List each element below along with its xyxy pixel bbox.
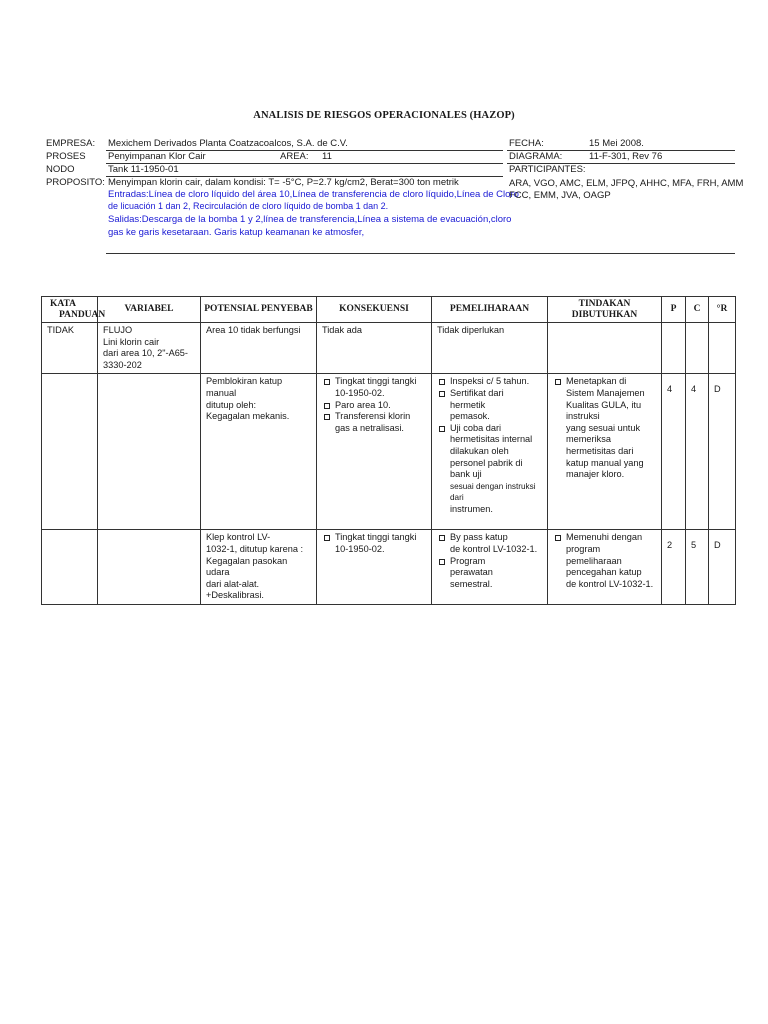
table-row (42, 530, 736, 605)
tindakan-line: program (566, 543, 601, 554)
header-kata-line1: KATA (50, 299, 77, 309)
cell-kata: TIDAK (42, 323, 98, 374)
table-row (42, 374, 736, 530)
fecha-value: 15 Mei 2008. (589, 138, 644, 149)
tindakan-line: Sistem Manajemen (566, 387, 645, 398)
proposito-salidas: Salidas:Descarga de la bomba 1 y 2,línea de transferencia,Línea a sistema de evacuación,cloro (108, 214, 512, 225)
cell-konsekuensi (317, 374, 432, 530)
proposito-entradas: Entradas:Línea de cloro líquido del área 10,Línea de transferencia de cloro líquido,Línea de Cloro (108, 189, 519, 200)
pemeliharaan-line: sesuai dengan instruksi dari (450, 481, 536, 503)
document-title: ANALISIS DE RIESGOS OPERACIONALES (HAZOP) (253, 110, 515, 121)
diagrama-label: DIAGRAMA: (509, 151, 563, 162)
pemeliharaan-line: dilakukan oleh (450, 445, 509, 456)
hazop-table (41, 296, 736, 605)
table-header-row (42, 297, 736, 323)
cell-pemeliharaan (432, 530, 548, 605)
header-tindakan-line2: DIBUTUHKAN (571, 309, 638, 320)
pemeliharaan-bullet: By pass katup (437, 532, 543, 544)
pemeliharaan-line: pemasok. (450, 411, 490, 422)
cell-variabel (98, 530, 201, 605)
potensial-line: Pemblokiran katup manual (206, 376, 283, 398)
konsekuensi-line: gas a netralisasi. (335, 422, 404, 433)
area-label: AREA: (280, 151, 309, 162)
header-potensial-penyebab: POTENSIAL PENYEBAB (201, 297, 317, 323)
potensial-line: dari alat-alat. (206, 578, 260, 589)
participantes-list: ARA, VGO, AMC, ELM, JFPQ, AHHC, MFA, FRH, AMM (509, 178, 744, 189)
proses-label: PROSES (46, 151, 86, 162)
variabel-line: FLUJO (103, 325, 133, 335)
pemeliharaan-line: personel pabrik di (450, 457, 523, 468)
pemeliharaan-line: semestral. (450, 578, 493, 589)
header-p: P (662, 297, 686, 323)
konsekuensi-bullet: Transferensi klorin (322, 411, 427, 423)
fecha-label: FECHA: (509, 138, 544, 149)
cell-konsekuensi (317, 530, 432, 605)
header-konsekuensi: KONSEKUENSI (317, 297, 432, 323)
cell-potensial (201, 530, 317, 605)
cell-kata (42, 530, 98, 605)
cell-c: 5 (686, 530, 709, 605)
header-tindakan-line1: TINDAKAN (578, 299, 631, 309)
tindakan-bullet: Memenuhi dengan (553, 532, 657, 544)
konsekuensi-bullet: Paro area 10. (322, 400, 427, 412)
header-kata-line2: PANDUAN (59, 309, 106, 320)
cell-c: 4 (686, 374, 709, 530)
konsekuensi-line: 10-1950-02. (335, 543, 385, 554)
cell-tindakan (548, 323, 662, 374)
header-r: °R (709, 297, 736, 323)
pemeliharaan-line: de kontrol LV-1032-1. (450, 543, 538, 554)
tindakan-line: katup manual yang (566, 457, 644, 468)
cell-p (662, 323, 686, 374)
tindakan-bullet: Menetapkan di (553, 376, 657, 388)
cell-p: 2 (662, 530, 686, 605)
tindakan-line: instruksi (566, 411, 600, 422)
nodo-value: Tank 11-1950-01 (108, 164, 179, 175)
cell-potensial (201, 374, 317, 530)
table-row (42, 323, 736, 374)
potensial-line: Kegagalan pasokan udara (206, 555, 288, 578)
tindakan-line: memeriksa (566, 434, 611, 445)
potensial-line: Klep kontrol LV- (206, 532, 271, 543)
proposito-text: Menyimpan klorin cair, dalam kondisi: T= -5°C, P=2.7 kg/cm2, Berat=300 ton metrik (108, 177, 459, 188)
pemeliharaan-line: perawatan (450, 567, 493, 578)
proposito-entradas-cont: de licuación 1 dan 2, Recirculación de cloro líquido de bomba 1 dan 2. (108, 201, 389, 211)
diagrama-value: 11-F-301, Rev 76 (589, 151, 663, 162)
pemeliharaan-bullet: Uji coba dari (437, 423, 543, 435)
tindakan-line: pemeliharaan (566, 555, 622, 566)
konsekuensi-bullet: Tingkat tinggi tangki (322, 376, 427, 388)
cell-potensial: Area 10 tidak berfungsi (201, 323, 317, 374)
cell-variabel (98, 323, 201, 374)
tindakan-line: manajer kloro. (566, 469, 625, 480)
cell-pemeliharaan (432, 374, 548, 530)
konsekuensi-line: 10-1950-02. (335, 387, 385, 398)
divider (106, 253, 735, 254)
cell-c (686, 323, 709, 374)
empresa-label: EMPRESA: (46, 138, 96, 149)
cell-tindakan (548, 374, 662, 530)
variabel-line: 3330-202 (103, 359, 142, 370)
tindakan-line: de kontrol LV-1032-1. (566, 578, 654, 589)
pemeliharaan-line: hermetisitas internal (450, 434, 533, 445)
pemeliharaan-bullet: Sertifikat dari (437, 388, 543, 400)
cell-tindakan (548, 530, 662, 605)
empresa-value: Mexichem Derivados Planta Coatzacoalcos, S.A. de C.V. (108, 138, 348, 149)
potensial-line: +Deskalibrasi. (206, 590, 264, 601)
tindakan-line: Kualitas GULA, itu (566, 399, 642, 410)
variabel-line: dari area 10, 2"-A65- (103, 348, 188, 359)
pemeliharaan-line: instrumen. (450, 503, 493, 514)
participantes-list-cont: FCC, EMM, JVA, OAGP (509, 190, 611, 201)
header-tindakan-dibutuhkan (548, 297, 662, 323)
potensial-line: 1032-1, ditutup karena : (206, 543, 304, 554)
variabel-line: Lini klorin cair (103, 336, 160, 347)
proposito-salidas-cont: gas ke garis kesetaraan. Garis katup keamanan ke atmosfer, (108, 227, 365, 238)
pemeliharaan-bullet: Program (437, 556, 543, 568)
pemeliharaan-line: bank uji (450, 469, 482, 480)
konsekuensi-bullet: Tingkat tinggi tangki (322, 532, 427, 544)
proposito-label: PROPOSITO: (46, 177, 105, 188)
pemeliharaan-line: hermetik (450, 399, 486, 410)
participantes-label: PARTICIPANTES: (509, 164, 586, 175)
pemeliharaan-bullet: Inspeksi c/ 5 tahun. (437, 376, 543, 388)
tindakan-line: pencegahan katup (566, 567, 642, 578)
proses-value: Penyimpanan Klor Cair (108, 151, 206, 162)
nodo-label: NODO (46, 164, 75, 175)
header-kata-panduan (42, 297, 106, 323)
tindakan-line: hermetisitas dari (566, 445, 634, 456)
header-variabel: VARIABEL (98, 297, 201, 323)
header-c: C (686, 297, 709, 323)
cell-kata (42, 374, 98, 530)
cell-konsekuensi: Tidak ada (317, 323, 432, 374)
area-value: 11 (322, 151, 332, 162)
cell-pemeliharaan: Tidak diperlukan (432, 323, 548, 374)
cell-variabel (98, 374, 201, 530)
header-pemeliharaan: PEMELIHARAAN (432, 297, 548, 323)
cell-p: 4 (662, 374, 686, 530)
cell-r (709, 323, 736, 374)
cell-r: D (709, 530, 736, 605)
cell-r: D (709, 374, 736, 530)
potensial-line: Kegagalan mekanis. (206, 411, 290, 422)
tindakan-line: yang sesuai untuk (566, 422, 641, 433)
potensial-line: ditutup oleh: (206, 399, 257, 410)
